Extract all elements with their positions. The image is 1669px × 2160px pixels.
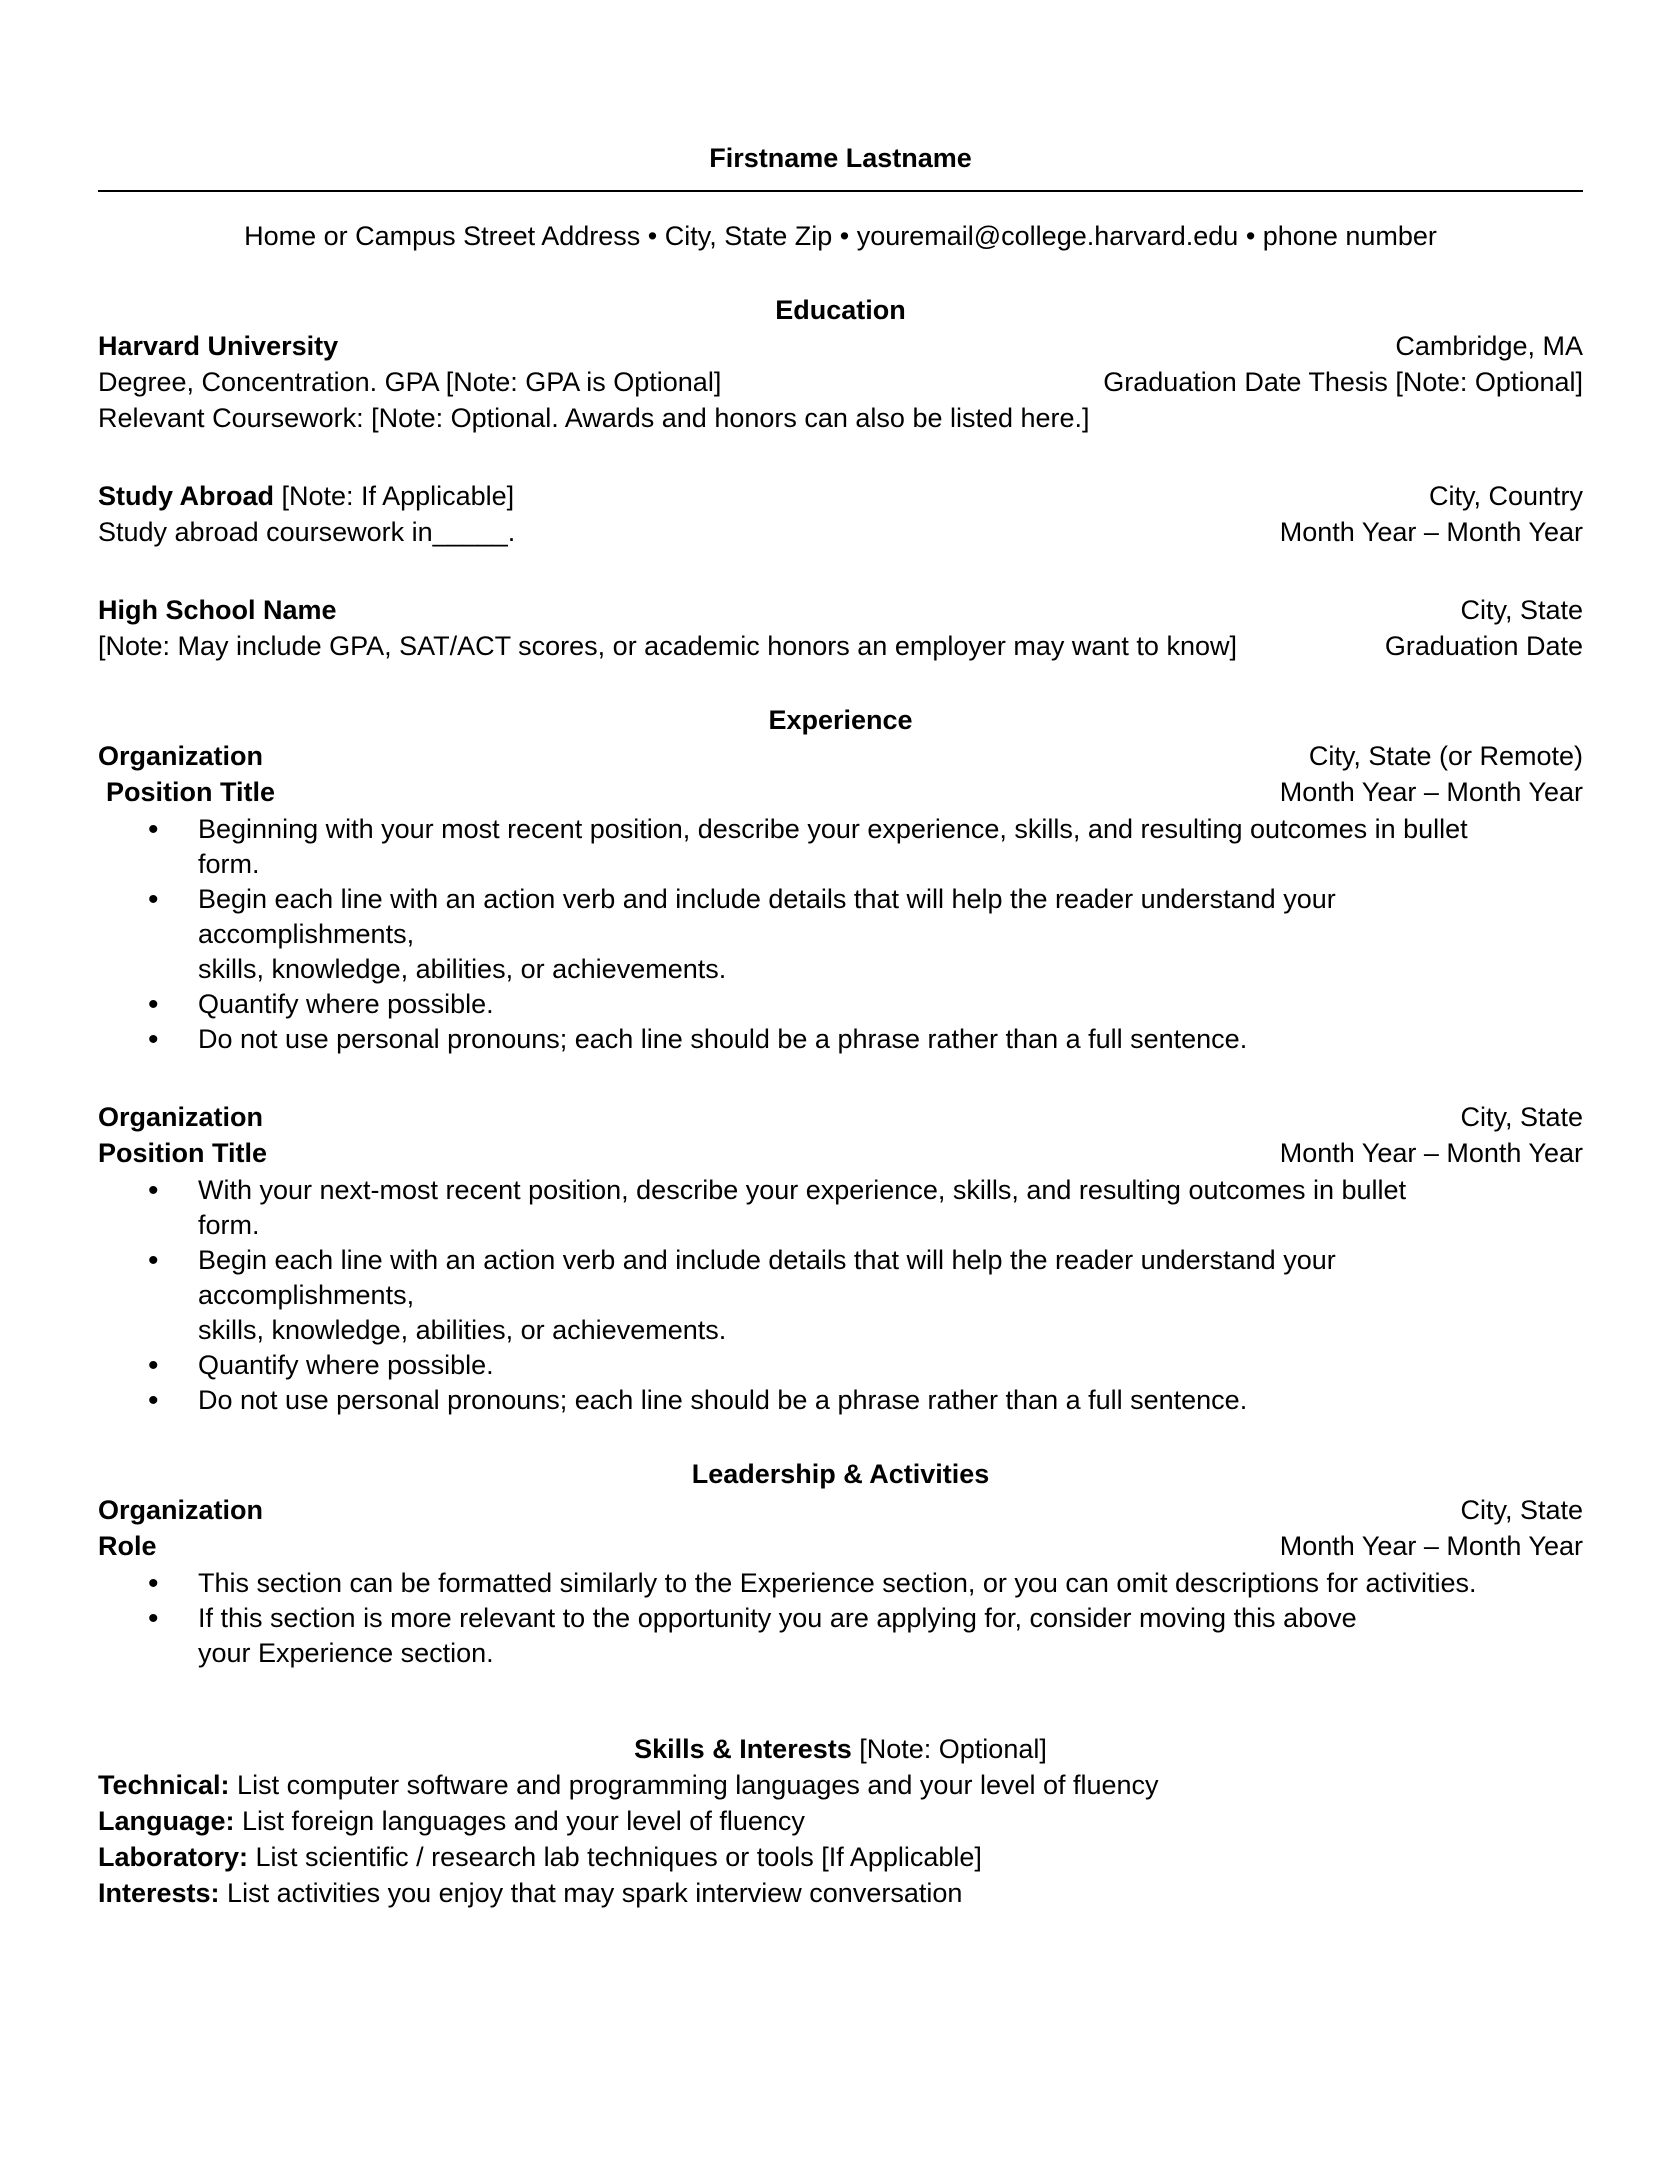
study-abroad-dates: Month Year – Month Year [1279, 517, 1583, 547]
leadership-heading: Leadership & Activities [691, 1459, 990, 1489]
leadership-bullets [98, 1566, 1583, 1671]
study-abroad-name: Study Abroad [98, 481, 275, 511]
list-item: • Begin each line with an action verb and include details that will help the reader understand your accomplishments, skills, knowledge, abilities, or achievements. [98, 1243, 1528, 1348]
study-abroad-location: City, Country [1428, 481, 1583, 511]
school-name: Harvard University [98, 331, 339, 361]
candidate-name: Firstname Lastname [709, 143, 972, 173]
degree-line: Degree, Concentration. GPA [Note: GPA is Optional] [98, 367, 722, 397]
high-school-location: City, State [1460, 595, 1583, 625]
contact-line: Home or Campus Street Address • City, State Zip • youremail@college.harvard.edu • phone number [244, 221, 1437, 251]
organization-name: Organization [98, 741, 264, 771]
list-item: • Do not use personal pronouns; each line should be a phrase rather than a full sentence. [98, 1383, 1528, 1418]
experience-entry-2 [98, 1099, 1583, 1418]
position-dates: Month Year – Month Year [1279, 777, 1583, 807]
school-location: Cambridge, MA [1395, 331, 1583, 361]
position-title: Position Title [106, 777, 276, 807]
leadership-entry [98, 1492, 1583, 1671]
education-entry-study-abroad [98, 478, 1583, 550]
position-dates: Month Year – Month Year [1279, 1138, 1583, 1168]
position-title: Position Title [98, 1138, 268, 1168]
organization-location: City, State [1460, 1102, 1583, 1132]
high-school-note: [Note: May include GPA, SAT/ACT scores, or academic honors an employer may want to know] [98, 631, 1237, 661]
experience-bullets [98, 1173, 1583, 1418]
graduation-thesis: Graduation Date Thesis [Note: Optional] [1103, 367, 1583, 397]
study-abroad-note: [Note: If Applicable] [274, 481, 515, 511]
education-heading: Education [775, 295, 906, 325]
list-item: • Quantify where possible. [98, 987, 1528, 1022]
header-divider [98, 190, 1583, 192]
list-item: • Do not use personal pronouns; each line should be a phrase rather than a full sentence. [98, 1022, 1528, 1057]
role-title: Role [98, 1531, 157, 1561]
list-item: • If this section is more relevant to the opportunity you are applying for, consider moving this above your Experience section. [98, 1601, 1528, 1671]
study-abroad-coursework: Study abroad coursework in_____. [98, 517, 516, 547]
list-item: • Quantify where possible. [98, 1348, 1528, 1383]
education-entry-high-school [98, 592, 1583, 664]
list-item: • With your next-most recent position, describe your experience, skills, and resulting outcomes in bullet form. [98, 1173, 1528, 1243]
list-item: • Begin each line with an action verb and include details that will help the reader understand your accomplishments, skills, knowledge, abilities, or achievements. [98, 882, 1528, 987]
organization-name: Organization [98, 1102, 264, 1132]
skill-row-laboratory: Laboratory: List scientific / research lab techniques or tools [If Applicable] [98, 1842, 982, 1872]
skill-row-interests: Interests: List activities you enjoy that may spark interview conversation [98, 1878, 963, 1908]
education-entry-harvard [98, 328, 1583, 436]
experience-entry-1 [98, 738, 1583, 1057]
skills-title-note: [Note: Optional] [851, 1734, 1047, 1764]
skills-list [98, 1767, 1583, 1911]
skills-heading [98, 1731, 1583, 1767]
organization-location: City, State [1460, 1495, 1583, 1525]
high-school-graduation: Graduation Date [1384, 631, 1583, 661]
experience-bullets [98, 812, 1583, 1057]
relevant-coursework: Relevant Coursework: [Note: Optional. Awards and honors can also be listed here.] [98, 403, 1090, 433]
resume-content [98, 140, 1583, 1911]
skill-row-language: Language: List foreign languages and your level of fluency [98, 1806, 805, 1836]
experience-heading: Experience [768, 705, 913, 735]
list-item: • This section can be formatted similarly to the Experience section, or you can omit descriptions for activities. [98, 1566, 1528, 1601]
skills-title: Skills & Interests [634, 1734, 852, 1764]
list-item: • Beginning with your most recent position, describe your experience, skills, and resulting outcomes in bullet form. [98, 812, 1528, 882]
role-dates: Month Year – Month Year [1279, 1531, 1583, 1561]
high-school-name: High School Name [98, 595, 337, 625]
skill-row-technical: Technical: List computer software and programming languages and your level of fluency [98, 1770, 1159, 1800]
organization-name: Organization [98, 1495, 264, 1525]
organization-location: City, State (or Remote) [1308, 741, 1583, 771]
